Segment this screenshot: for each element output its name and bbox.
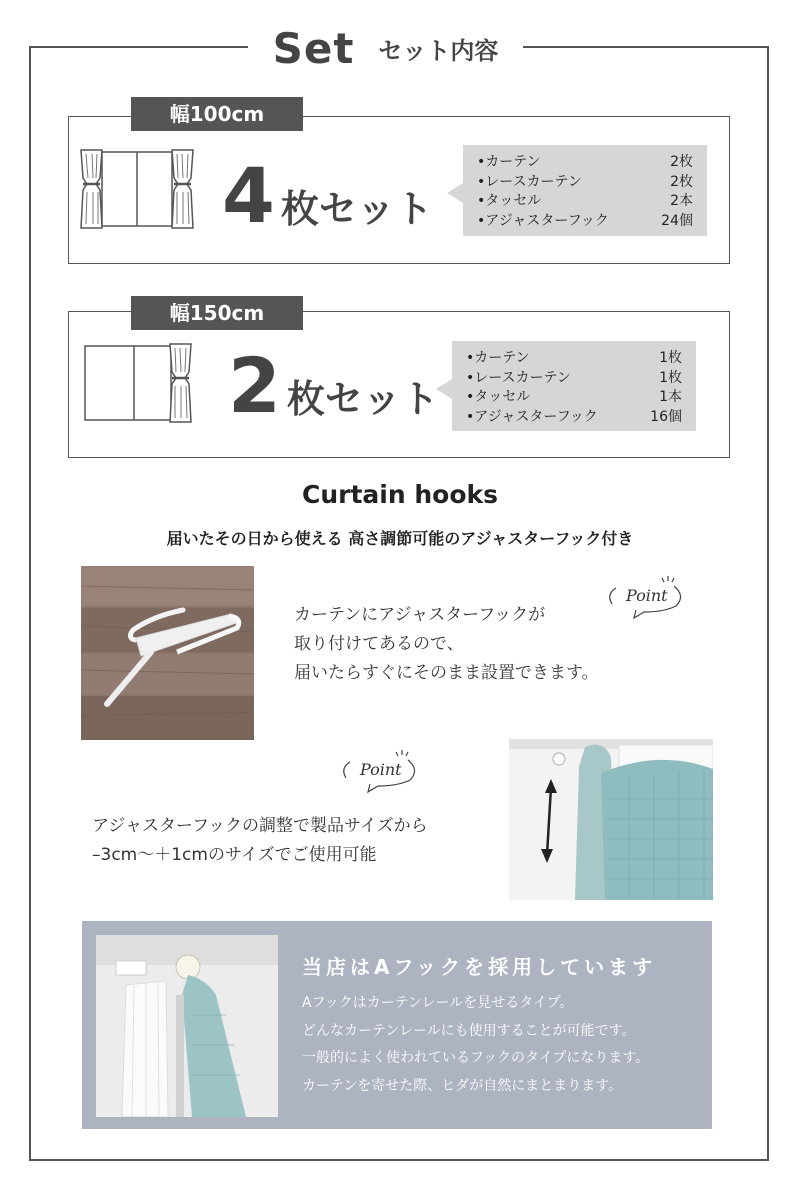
size-tag-150: 幅150cm [131, 296, 303, 330]
list-item: •レースカーテン 2枚 [477, 173, 693, 190]
curtain-single-icon [82, 342, 194, 424]
list-item: •タッセル 2本 [477, 193, 693, 209]
list-item: •アジャスターフック 24個 [477, 212, 693, 229]
set-count-suffix: 枚セット [286, 377, 439, 421]
text-line: カーテンにアジャスターフックが [294, 605, 546, 625]
hooks-subtitle: 届いたその日から使える 高さ調節可能のアジャスターフック付き [166, 529, 634, 548]
set-contents-callout-100 [463, 145, 707, 236]
list-item: •タッセル 1本 [466, 389, 682, 405]
text-line: Aフックはカーテンレールを見せるタイプ。 [302, 995, 574, 1011]
set-count-label-150 [228, 341, 439, 430]
curtain-pair-icon [78, 148, 196, 232]
point-label: Point [626, 586, 668, 605]
text-line: カーテンを寄せた際、ヒダが自然にまとまります。 [302, 1077, 623, 1094]
list-item: •アジャスターフック 16個 [466, 408, 682, 425]
hook-description-1 [294, 601, 599, 688]
hook-on-wood-photo [81, 566, 254, 740]
hooks-title: Curtain hooks [301, 480, 499, 509]
a-hook-photo [96, 935, 278, 1117]
point-badge [612, 578, 668, 605]
text-line: どんなカーテンレールにも使用することが可能です。 [302, 1022, 636, 1039]
size-tag-100: 幅100cm [131, 97, 303, 131]
set-count-suffix: 枚セット [280, 187, 433, 231]
text-line: 届いたらすぐにそのまま設置できます。 [294, 663, 599, 683]
header-subtitle: セット内容 [378, 36, 499, 65]
set-count-label-100 [222, 151, 433, 240]
list-item: •レースカーテン 1枚 [466, 369, 682, 386]
point-badge [346, 752, 402, 779]
text-line: 取り付けてあるので、 [294, 634, 464, 654]
section-header [248, 20, 523, 76]
curtain-adjust-photo [509, 739, 713, 900]
text-line: –3cm〜＋1cmのサイズでご使用可能 [92, 845, 377, 865]
set-count-number: 4 [222, 151, 275, 240]
list-item: •カーテン 1枚 [466, 350, 682, 366]
info-title: 当店はAフックを採用しています [302, 955, 657, 979]
point-label: Point [360, 760, 402, 779]
header-title: Set [272, 23, 355, 73]
set-contents-callout-150 [452, 341, 696, 431]
hook-description-2 [92, 812, 428, 870]
info-description [302, 990, 649, 1100]
set-count-number: 2 [228, 341, 281, 430]
text-line: 一般的によく使われているフックのタイプになります。 [302, 1050, 650, 1066]
list-item: •カーテン 2枚 [477, 154, 693, 170]
text-line: アジャスターフックの調整で製品サイズから [92, 816, 428, 836]
